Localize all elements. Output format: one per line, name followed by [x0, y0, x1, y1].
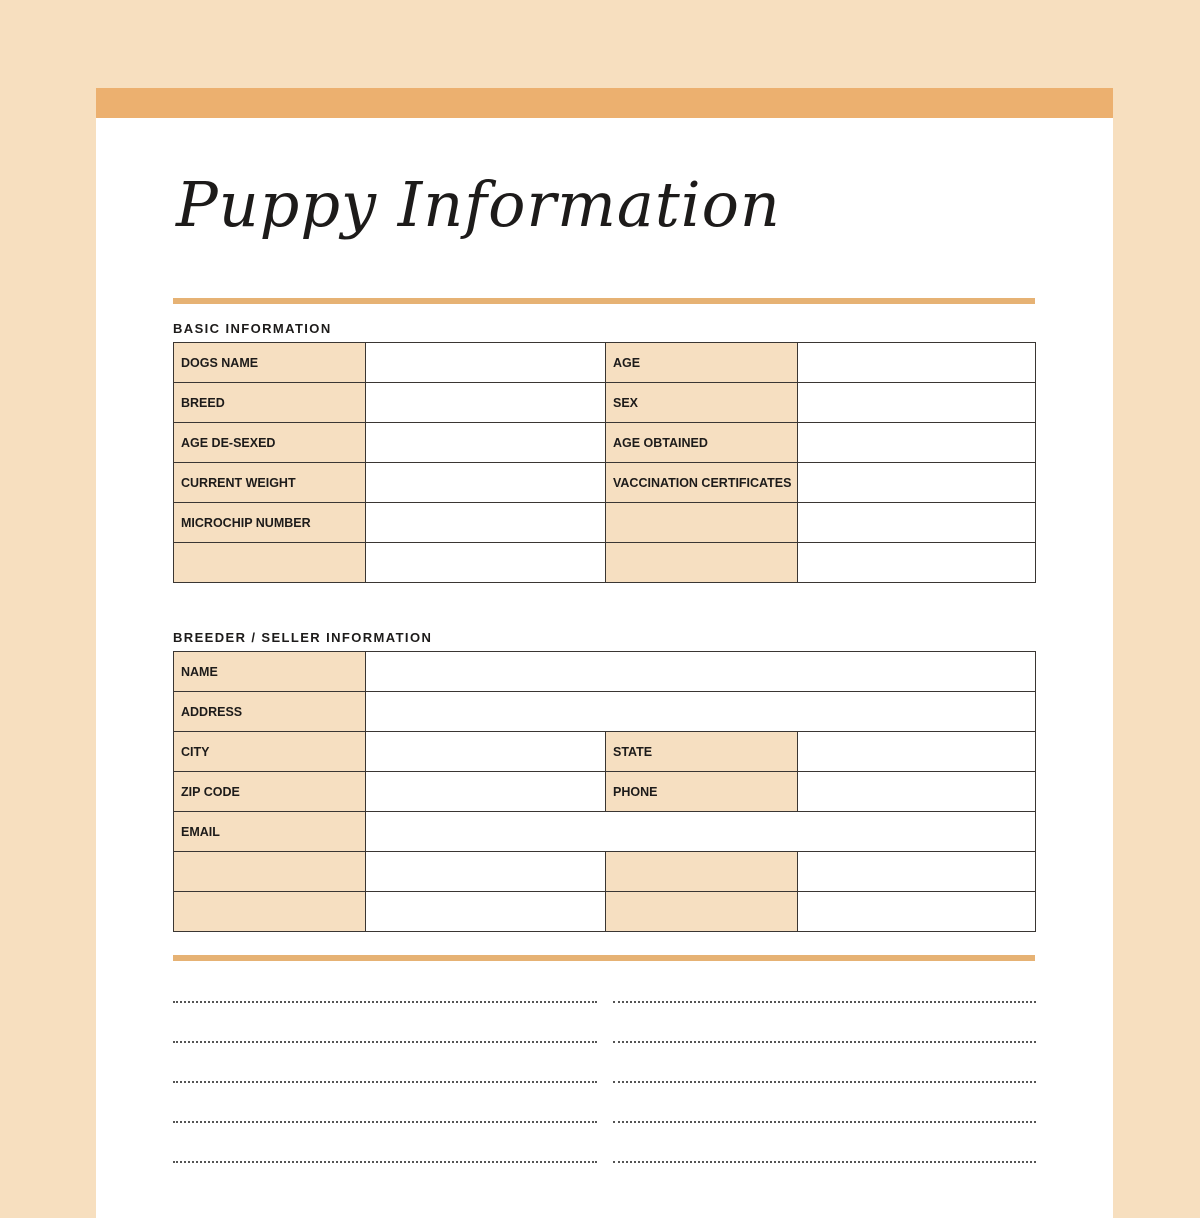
note-line[interactable] — [613, 1001, 1036, 1003]
table-row — [174, 463, 1036, 503]
microchip-number-field[interactable] — [366, 503, 606, 543]
blank-field[interactable] — [798, 503, 1036, 543]
header-accent-band — [96, 88, 1113, 118]
zip-code-field[interactable] — [366, 772, 606, 812]
label-sex: SEX — [606, 383, 798, 423]
table-row — [174, 543, 1036, 583]
note-line[interactable] — [173, 1001, 597, 1003]
blank-label — [174, 892, 366, 932]
breeder-name-field[interactable] — [366, 652, 1036, 692]
state-field[interactable] — [798, 732, 1036, 772]
blank-label — [606, 503, 798, 543]
label-age: AGE — [606, 343, 798, 383]
title-divider — [173, 298, 1035, 304]
blank-label — [606, 892, 798, 932]
label-name: NAME — [174, 652, 366, 692]
label-phone: PHONE — [606, 772, 798, 812]
blank-label — [606, 543, 798, 583]
basic-info-table — [173, 342, 1036, 583]
table-row — [174, 652, 1036, 692]
phone-field[interactable] — [798, 772, 1036, 812]
label-zip-code: ZIP CODE — [174, 772, 366, 812]
table-row — [174, 732, 1036, 772]
city-field[interactable] — [366, 732, 606, 772]
table-row — [174, 503, 1036, 543]
breeder-info-table — [173, 651, 1036, 932]
label-city: CITY — [174, 732, 366, 772]
note-line[interactable] — [173, 1161, 597, 1163]
current-weight-field[interactable] — [366, 463, 606, 503]
email-field[interactable] — [366, 812, 1036, 852]
table-row — [174, 692, 1036, 732]
blank-label — [174, 852, 366, 892]
label-state: STATE — [606, 732, 798, 772]
table-row — [174, 812, 1036, 852]
dogs-name-field[interactable] — [366, 343, 606, 383]
breed-field[interactable] — [366, 383, 606, 423]
printable-page — [96, 88, 1113, 1218]
label-email: EMAIL — [174, 812, 366, 852]
table-row — [174, 343, 1036, 383]
note-line[interactable] — [613, 1081, 1036, 1083]
breeder-info-heading: BREEDER / SELLER INFORMATION — [173, 630, 433, 645]
label-address: ADDRESS — [174, 692, 366, 732]
blank-label — [174, 543, 366, 583]
note-line[interactable] — [613, 1041, 1036, 1043]
note-line[interactable] — [173, 1041, 597, 1043]
age-de-sexed-field[interactable] — [366, 423, 606, 463]
note-line[interactable] — [613, 1121, 1036, 1123]
label-age-obtained: AGE OBTAINED — [606, 423, 798, 463]
label-current-weight: CURRENT WEIGHT — [174, 463, 366, 503]
table-row — [174, 772, 1036, 812]
label-dogs-name: DOGS NAME — [174, 343, 366, 383]
label-microchip-number: MICROCHIP NUMBER — [174, 503, 366, 543]
table-row — [174, 892, 1036, 932]
blank-field[interactable] — [366, 892, 606, 932]
basic-info-heading: BASIC INFORMATION — [173, 321, 332, 336]
page-title: Puppy Information — [176, 168, 781, 241]
label-vaccination-certificates: VACCINATION CERTIFICATES — [606, 463, 798, 503]
table-row — [174, 852, 1036, 892]
blank-field[interactable] — [366, 852, 606, 892]
note-line[interactable] — [173, 1121, 597, 1123]
notes-divider — [173, 955, 1035, 961]
vaccination-certificates-field[interactable] — [798, 463, 1036, 503]
sex-field[interactable] — [798, 383, 1036, 423]
age-obtained-field[interactable] — [798, 423, 1036, 463]
age-field[interactable] — [798, 343, 1036, 383]
blank-field[interactable] — [366, 543, 606, 583]
note-line[interactable] — [173, 1081, 597, 1083]
blank-field[interactable] — [798, 543, 1036, 583]
blank-label — [606, 852, 798, 892]
address-field[interactable] — [366, 692, 1036, 732]
blank-field[interactable] — [798, 892, 1036, 932]
blank-field[interactable] — [798, 852, 1036, 892]
table-row — [174, 423, 1036, 463]
table-row — [174, 383, 1036, 423]
label-age-de-sexed: AGE DE-SEXED — [174, 423, 366, 463]
label-breed: BREED — [174, 383, 366, 423]
note-line[interactable] — [613, 1161, 1036, 1163]
